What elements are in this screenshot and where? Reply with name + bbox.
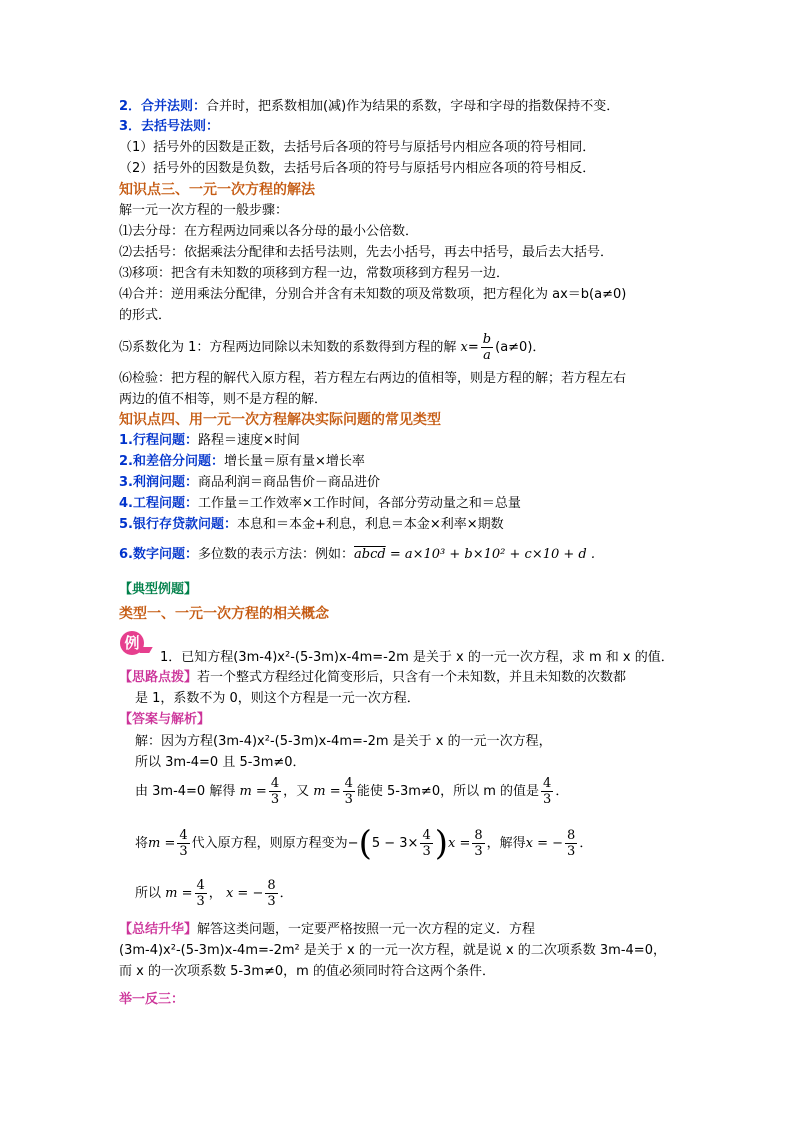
- rule-bracket-label: 3．去括号法则：: [119, 119, 220, 134]
- rule-merge-text: 合并时，把系数相加(减)作为结果的系数，字母和字母的指数保持不变．: [206, 99, 620, 114]
- step-1: ⑴去分母：在方程两边同乘以各分母的最小公倍数．: [119, 224, 419, 239]
- rule-bracket-2: （2）括号外的因数是负数，去括号后各项的符号与原括号内相应各项的符号相反．: [119, 161, 596, 176]
- step-5: ⑸系数化为 1：方程两边同除以未知数的系数得到方程的解 x= $\frac{b}{a}$ (a≠0)．: [119, 332, 546, 363]
- type-1-heading: 类型一、一元一次方程的相关概念: [119, 606, 329, 622]
- hint-cont: 是 1，系数不为 0，则这个方程是一元一次方程．: [135, 691, 420, 706]
- answer-line-3: 由 3m-4=0 解得 m = $\frac{4}{3}$ ，又 m = $\frac{4}{3}$ 能使 5-3m≠0，所以 m 的值是 $\frac{4}{3}$ ．: [135, 776, 569, 807]
- step-6: ⑹检验：把方程的解代入原方程，若方程左右两边的值相等，则是方程的解；若方程左右: [119, 371, 627, 386]
- example-icon: 例: [120, 631, 144, 655]
- step-6-cont: 两边的值不相等，则不是方程的解．: [119, 392, 328, 407]
- answer-line-2: 所以 3m-4=0 且 5-3m≠0．: [135, 755, 306, 770]
- type-bank: 5.银行存贷款问题：本息和＝本金+利息，利息＝本金×利率×期数: [119, 517, 504, 532]
- steps-intro: 解一元一次方程的一般步骤：: [119, 203, 289, 218]
- type-digit: 6.数字问题：多位数的表示方法：例如：abcd = a×10³ + b×10² + c×10 + d .: [119, 547, 595, 562]
- example-header: 【典型例题】: [119, 582, 198, 597]
- rule-merge: [119, 97, 619, 117]
- practice-heading: 举一反三：: [119, 992, 185, 1007]
- type-ratio: 2.和差倍分问题：增长量＝原有量×增长率: [119, 454, 365, 469]
- summary-cont-1: (3m-4)x²-(5-3m)x-4m=-2m² 是关于 x 的一元一次方程，就是说 x 的二次项系数 3m-4=0，: [119, 943, 666, 958]
- step-4: ⑷合并：逆用乘法分配律，分别合并含有未知数的项及常数项，把方程化为 ax＝b(a≠0): [119, 287, 627, 302]
- section-heading-4: 知识点四、用一元一次方程解决实际问题的常见类型: [119, 412, 441, 428]
- fraction-b-over-a: $\frac{b}{a}$: [482, 332, 492, 363]
- type-work: 4.工程问题：工作量＝工作效率×工作时间，各部分劳动量之和＝总量: [119, 496, 521, 511]
- abcd-overline: abcd: [354, 547, 386, 562]
- answer-line-5: 所以 m = $\frac{4}{3}$ ， x = − $\frac{8}{3}$ ．: [135, 878, 293, 909]
- answer-label: 【答案与解析】: [119, 712, 211, 727]
- answer-line-4: 将m = $\frac{4}{3}$ 代入原方程，则原方程变为−(5 − 3× $\frac{4}{3}$ )x = $\frac{8}{3}$ ，解得x = − $\frac{8}{3}$ ．: [135, 823, 593, 864]
- step-3: ⑶移项：把含有未知数的项移到方程一边，常数项移到方程另一边．: [119, 266, 510, 281]
- question-1: 1．已知方程(3m-4)x²-(5-3m)x-4m=-2m 是关于 x 的一元一次方程，求 m 和 x 的值．: [160, 650, 674, 665]
- hint: 【思路点拨】若一个整式方程经过化简变形后，只含有一个未知数，并且未知数的次数都: [119, 670, 627, 685]
- rule-merge-label: 2．合并法则：: [119, 99, 207, 114]
- section-heading-3: 知识点三、一元一次方程的解法: [119, 182, 315, 198]
- rule-bracket-1: （1）括号外的因数是正数，去括号后各项的符号与原括号内相应各项的符号相同．: [119, 140, 596, 155]
- type-profit: 3.利润问题：商品利润＝商品售价－商品进价: [119, 475, 380, 490]
- summary: 【总结升华】解答这类问题，一定要严格按照一元一次方程的定义．方程: [119, 922, 536, 937]
- step-2: ⑵去括号：依据乘法分配律和去括号法则，先去小括号，再去中括号，最后去大括号．: [119, 245, 614, 260]
- answer-line-1: 解：因为方程(3m-4)x²-(5-3m)x-4m=-2m 是关于 x 的一元一次方程，: [135, 734, 552, 749]
- type-travel: 1.行程问题：路程＝速度×时间: [119, 433, 300, 448]
- summary-cont-2: 而 x 的一次项系数 5-3m≠0，m 的值必须同时符合这两个条件．: [119, 964, 495, 979]
- step-4-cont: 的形式．: [119, 308, 172, 323]
